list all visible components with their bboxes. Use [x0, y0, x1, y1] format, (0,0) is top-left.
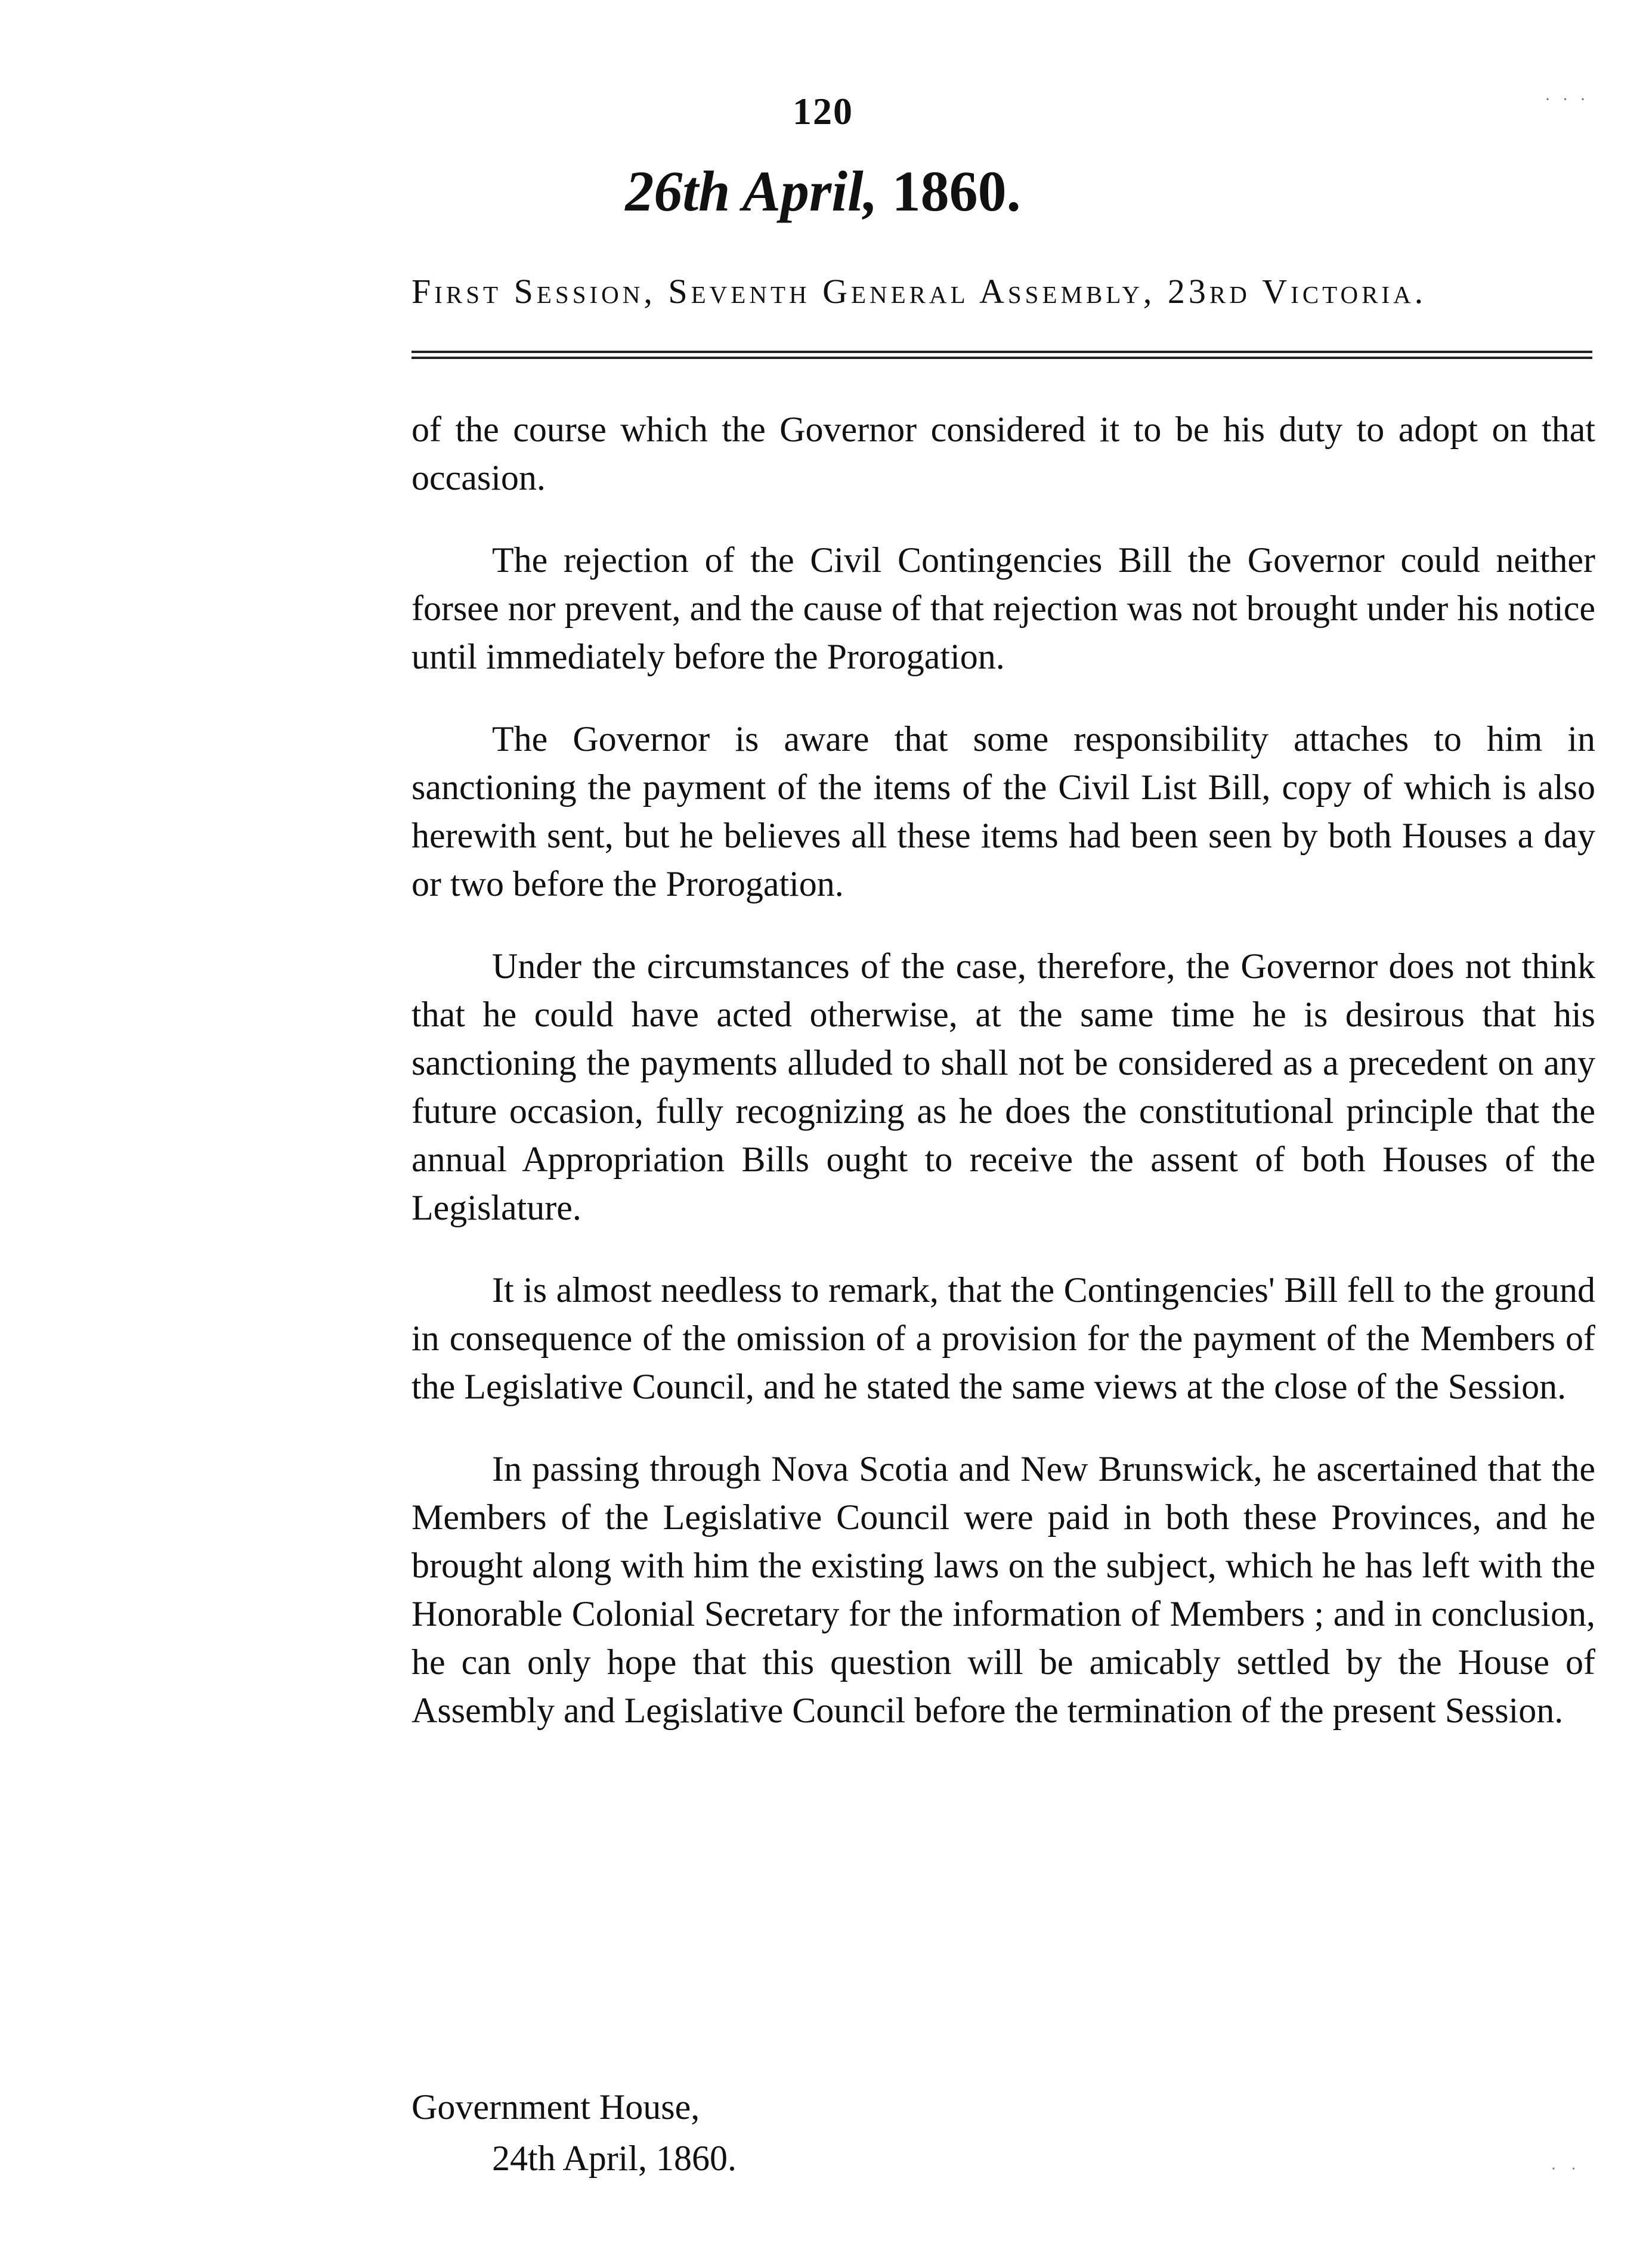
paragraph-4: Under the circumstances of the case, therefore, the Governor does not think that he could have acted otherwise, at the same time he is desirous that his sanctioning the payments alluded to shall not be considered as a precedent on any future occasion, fully recognizing as he does the constitutional principle that the annual Appropriation Bills ought to receive the assent of both Houses of the Legislature. [412, 946, 1595, 1227]
date-heading-year: 1860. [892, 159, 1021, 223]
scan-speck-top: · · · [1545, 89, 1589, 109]
session-subtitle-text: First Session, Seventh General Assembly, 23rd Victoria. [412, 272, 1427, 311]
paragraph-6: In passing through Nova Scotia and New Brunswick, he ascertained that the Members of the Legislative Council were paid in both these Provinces, and he brought along with him the existing laws on the subject, which he has left with the Honorable Colonial Secretary for the information of Members ; and in conclusion, he can only hope that this question will be amicably settled by the House of Assembly and Legislative Council before the termination of the present Session. [412, 1449, 1595, 1730]
date-heading [0, 158, 1646, 224]
body-text [412, 406, 1595, 1769]
header-divider [412, 351, 1592, 361]
page-number: 120 [793, 90, 853, 132]
signoff-date: 24th April, 1860. [492, 2139, 737, 2178]
date-heading-day-month: 26th April, [625, 159, 878, 223]
paragraph-3: The Governor is aware that some responsibility attaches to him in sanctioning the payment of the items of the Civil List Bill, copy of which is also herewith sent, but he believes all these items had been seen by both Houses a day or two before the Prorogation. [412, 719, 1595, 904]
signoff [412, 2081, 737, 2184]
scan-speck-bottom: · · [1551, 2159, 1582, 2179]
signoff-place: Government House, [412, 2087, 700, 2127]
paragraph-5: It is almost needless to remark, that the Contingencies' Bill fell to the ground in consequence of the omission of a provision for the payment of the Members of the Legislative Council, and he stated the same views at the close of the Session. [412, 1270, 1595, 1406]
paragraph-2: The rejection of the Civil Contingencies Bill the Governor could neither forsee nor prevent, and the cause of that rejection was not brought under his notice until immediately before the Prorogation. [412, 540, 1595, 676]
session-subtitle [412, 271, 1592, 311]
paragraph-1: of the course which the Governor considered it to be his duty to adopt on that occasion. [412, 410, 1595, 497]
